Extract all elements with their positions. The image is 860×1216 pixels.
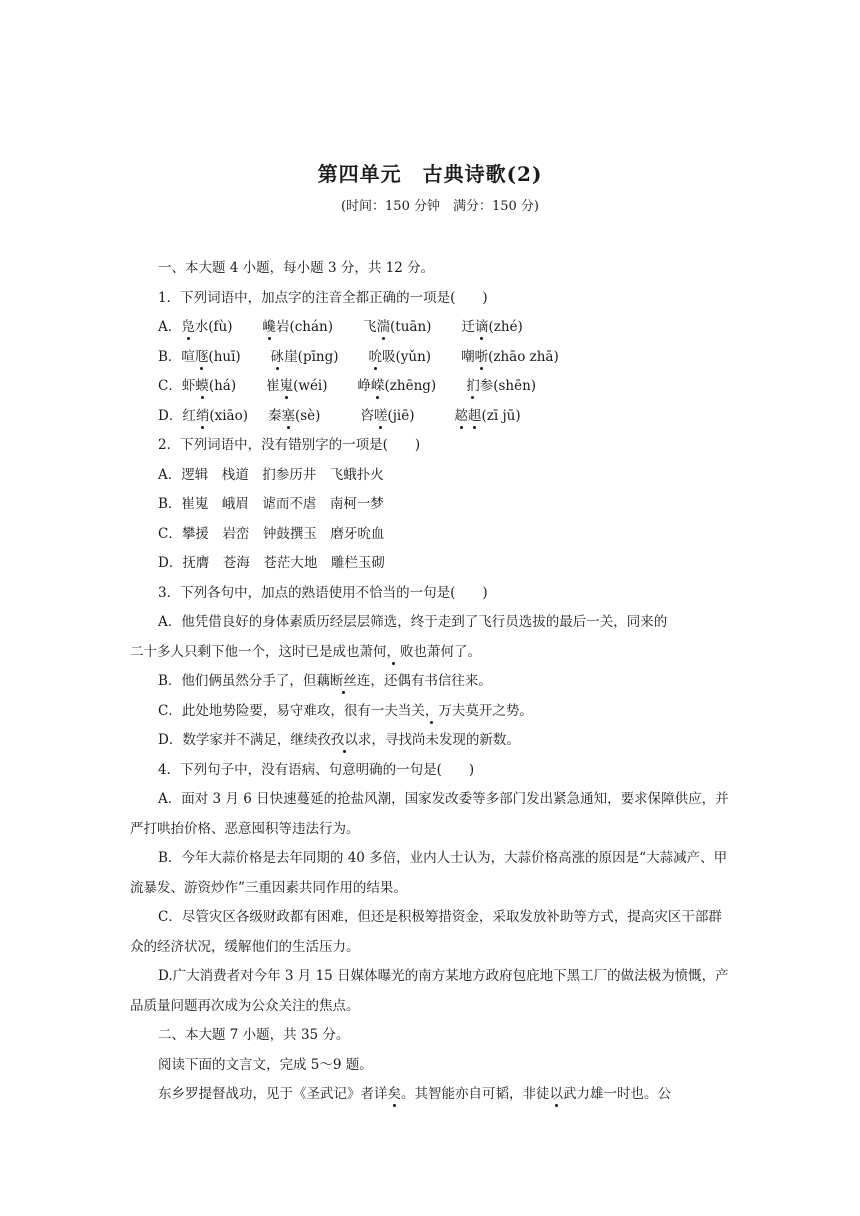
option-text: (há) xyxy=(208,378,237,394)
option-b: B．崔嵬 峨眉 谑而不虐 南柯一梦 xyxy=(158,496,384,512)
option-letter: A． xyxy=(158,319,182,335)
option-letter: D． xyxy=(158,407,183,424)
option-b: B．今年大蒜价格是去年同期的 40 多倍，业内人士认为，大蒜价格高涨的原因是“大蒜减产、甲流暴发、游资炒作”三重因素共同作用的结果。 xyxy=(130,850,728,896)
option-a: A．逻辑 栈道 扪参历井 飞蛾扑火 xyxy=(158,466,384,483)
dotted-char: 嵬 xyxy=(279,378,294,394)
option-a-line2 xyxy=(130,638,730,668)
dotted-char: 趑 xyxy=(454,407,468,424)
option-text: 水(fù) xyxy=(194,319,233,335)
passage-line xyxy=(130,1080,730,1110)
option-text: (huī) xyxy=(208,348,241,365)
option-text: 红 xyxy=(182,407,196,424)
question-stem: 1．下列词语中，加点字的注音全都正确的一项是( ) xyxy=(158,289,488,306)
option-text: 虾 xyxy=(181,378,196,394)
option-text: (tuān) xyxy=(390,319,432,335)
section-heading: 一、本大题 4 小题，每小题 3 分，共 12 分。 xyxy=(158,260,435,276)
option-c: C．攀援 岩峦 钟鼓撰玉 磨牙吮血 xyxy=(158,525,385,542)
dotted-char: 以 xyxy=(549,1086,563,1102)
option-b xyxy=(130,343,730,373)
option-text: 飞 xyxy=(363,319,377,335)
option-text: 嘲 xyxy=(461,348,475,365)
option-c xyxy=(130,372,730,402)
option-text: (jiē) xyxy=(387,407,415,424)
dotted-phrase: 成也萧何，败也萧何 xyxy=(332,643,454,660)
question-stem: 2．下列词语中，没有错别字的一项是( ) xyxy=(158,437,421,453)
option-text: 峥 xyxy=(357,378,372,394)
document-body xyxy=(130,254,730,1110)
option-c xyxy=(130,697,730,727)
dotted-char: 扪 xyxy=(466,378,480,394)
option-text: (zhé) xyxy=(488,319,523,335)
option-text: (zhāo zhā) xyxy=(488,348,559,365)
option-text: 迁 xyxy=(461,319,475,335)
option-text: D．数学家并不满足，继续 xyxy=(158,732,318,748)
passage-text: 武力雄一时也。公 xyxy=(563,1086,671,1102)
option-d xyxy=(130,402,730,432)
dotted-char: 塞 xyxy=(281,407,295,424)
option-text: 二十多人只剩下他一个，这时已是 xyxy=(130,643,333,660)
reading-instruction: 阅读下面的文言文，完成 5～9 题。 xyxy=(158,1056,373,1073)
option-text: ，还偶有书信往来。 xyxy=(370,673,492,689)
option-text: 喧 xyxy=(181,348,195,365)
option-text: 崖(pīng) xyxy=(284,348,339,365)
option-text: 了。 xyxy=(454,643,481,660)
passage-text: 东乡罗提督战功，见于《圣武记》者详 xyxy=(158,1086,388,1102)
dotted-char: 吮 xyxy=(368,348,383,365)
dotted-char: 谪 xyxy=(474,319,489,335)
dotted-char: 绡 xyxy=(195,407,210,424)
option-a: A．面对 3 月 6 日快速蔓延的抢盐风潮，国家发改委等多部门发出紧急通知，要求保障供应，并严打哄抬价格、恶意囤积等违法行为。 xyxy=(130,791,729,837)
dotted-char: 湍 xyxy=(376,319,391,335)
dotted-char: 矣 xyxy=(387,1086,401,1102)
option-d: D．抚膺 苍海 苍茫大地 雕栏玉砌 xyxy=(158,555,385,571)
option-text: 秦 xyxy=(267,407,282,424)
option-text: 参(shēn) xyxy=(479,378,537,394)
option-letter: C． xyxy=(158,378,182,394)
dotted-char: 砯 xyxy=(270,348,285,365)
dotted-char: 嗟 xyxy=(373,407,388,424)
option-text: ，寻找尚未发现的新数。 xyxy=(371,732,520,748)
question-stem: 4．下列句子中，没有语病、句意明确的一句是( ) xyxy=(158,761,475,778)
dotted-char: 嵘 xyxy=(371,378,385,394)
option-d: D.广大消费者对今年 3 月 15 日媒体曝光的南方某地方政府包庇地下黑工厂的做法极为愤慨，产品质量问题再次成为公众关注的焦点。 xyxy=(130,968,729,1014)
question-stem: 3．下列各句中，加点的熟语使用不恰当的一句是( ) xyxy=(158,584,488,601)
option-text: 吸(yǔn) xyxy=(382,348,432,365)
passage-text: 。其智能亦自可韬，非徒 xyxy=(401,1086,550,1102)
option-d xyxy=(130,726,730,756)
option-letter: B． xyxy=(158,348,182,365)
option-text: (zī jū) xyxy=(481,407,521,424)
option-text: 咨 xyxy=(360,407,374,424)
dotted-phrase: 孜孜以求 xyxy=(317,732,372,748)
dotted-char: 哳 xyxy=(474,348,489,365)
option-c: C．尽管灾区各级财政都有困难，但还是积极筹措资金，采取发放补助等方式，提高灾区干部群众的经济状况，缓解他们的生活压力。 xyxy=(130,909,722,955)
dotted-char: 凫 xyxy=(181,319,195,335)
option-a xyxy=(130,313,730,343)
exam-info: (时间：150 分钟 满分：150 分) xyxy=(340,199,540,214)
option-text: 崔 xyxy=(266,378,280,394)
option-text: 之势。 xyxy=(492,702,533,719)
option-text: (zhēng) xyxy=(384,378,437,394)
option-text: 岩(chán) xyxy=(275,319,334,335)
dotted-char: 蟆 xyxy=(195,378,209,394)
option-text: (wéi) xyxy=(293,378,328,394)
dotted-char: 趄 xyxy=(467,407,482,424)
dotted-char: 巉 xyxy=(262,319,276,335)
option-text: (xiāo) xyxy=(209,407,248,424)
page-title: 第四单元 古典诗歌(2) xyxy=(317,162,543,186)
option-a-line1: A．他凭借良好的身体素质历经层层筛选，终于走到了飞行员选拔的最后一关，同来的 xyxy=(158,614,668,630)
section-heading: 二、本大题 7 小题，共 35 分。 xyxy=(158,1027,350,1043)
option-text: B．他们俩虽然分手了，但 xyxy=(158,673,317,689)
option-text: (sè) xyxy=(294,407,321,424)
option-text: C．此处地势险要，易守难攻，很有 xyxy=(158,702,371,719)
dotted-phrase: 一夫当关，万夫莫开 xyxy=(370,702,493,719)
dotted-phrase: 藕断丝连 xyxy=(316,673,371,689)
option-b xyxy=(130,667,730,697)
dotted-char: 豗 xyxy=(194,348,209,365)
